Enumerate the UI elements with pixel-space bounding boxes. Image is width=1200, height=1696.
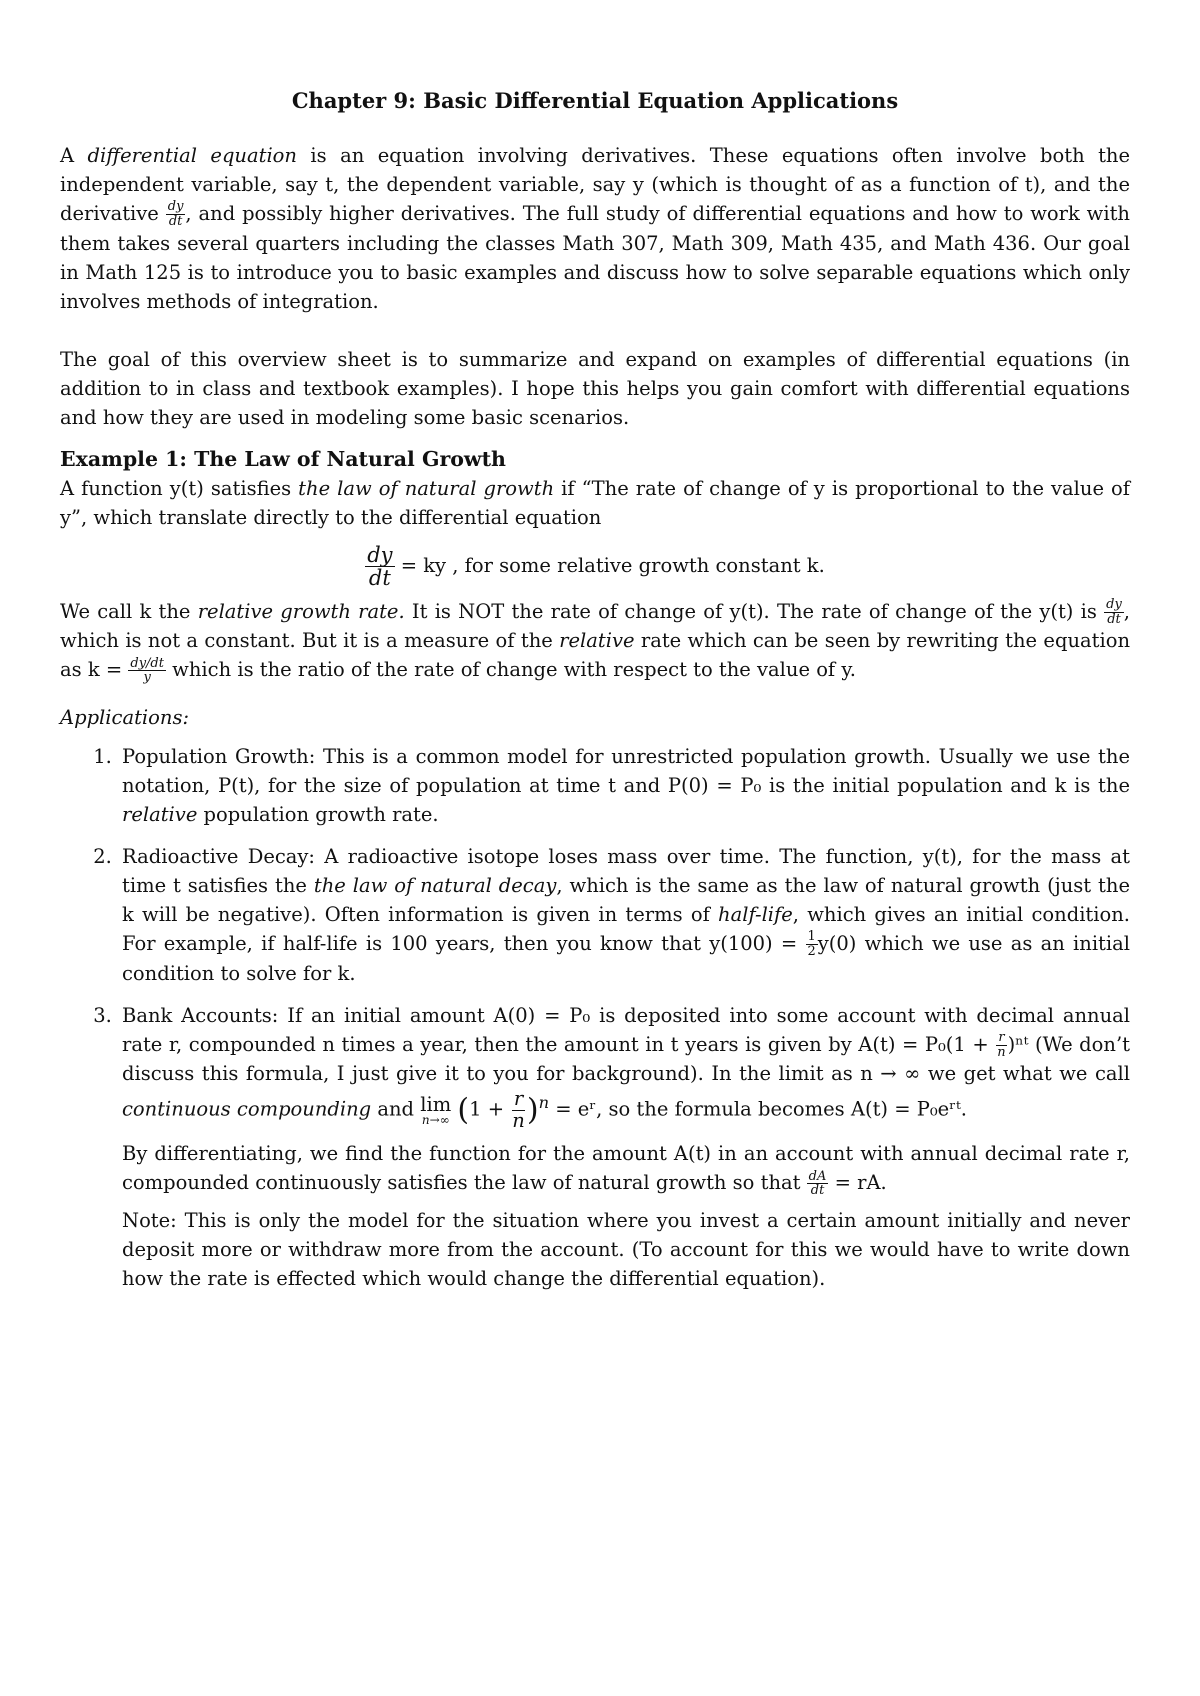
intro-paragraph-2: The goal of this overview sheet is to summarize and expand on examples of differential equations (in addition to in class and textbook examples). I hope this helps you gain comfort with differential equations and how they are used in modeling some basic scenarios. bbox=[60, 347, 1130, 429]
applications-list bbox=[60, 742, 1130, 1293]
limit-expression: lim n→∞ bbox=[420, 1092, 452, 1128]
example-1-paragraph-1: A function y(t) satisfies the law of natural growth if “The rate of change of y is proportional to the value of y”, which translate directly to the differential equation bbox=[60, 476, 1131, 529]
fraction-relative-rate: $\frac{dy/dt}{y}$ bbox=[130, 655, 164, 686]
list-item: 2. Radioactive Decay: A radioactive isotope loses mass over time. The function, y(t), for the mass at time t satisfies the the law of natural decay, which is the same as the law of natural growth (just the k will be negative). Often information is given in terms of half-life, which gives an initial condition. For example, if half-life is 100 years, then you know that y(100) = $\frac{1}{2}$ y(0) which we use as an initial condition to solve for k. bbox=[118, 842, 1130, 988]
fraction-dy-dt-inline: $\frac{dy}{dt}$ bbox=[1106, 597, 1122, 627]
page-title: Chapter 9: Basic Differential Equation Applications bbox=[291, 88, 899, 113]
fraction-r-over-n-limit: $\frac{r}{n}$ bbox=[512, 1087, 525, 1132]
intro-paragraph-1: A differential equation is an equation involving derivatives. These equations often involve both the independent variable, say t, the dependent variable, say y (which is thought of as a function of t), and the derivative $\frac{dy}{dt}$ , and possibly higher derivatives. The full study of differential equations and how to work with them takes several quarters including the classes Math 307, Math 309, Math 435, and Math 436. Our goal in Math 125 is to introduce you to basic examples and discuss how to solve separable equations which only involves methods of integration. bbox=[60, 144, 1131, 313]
bank-paragraph-2: By differentiating, we find the function for the amount A(t) in an account with annual decimal rate r, compounded continuously satisfies the law of natural growth so that $\frac{dA}{dt}$ = rA. bbox=[122, 1142, 1130, 1199]
example-1-paragraph-2: We call k the relative growth rate. It is NOT the rate of change of y(t). The rate of change of the y(t) is $\frac{dy}{dt}$ , which is not a constant. But it is a measure of the relative rate which can be seen by rewriting the equation as k = $\frac{dy/dt}{y}$ which is the ratio of the rate of change with respect to the value of y. bbox=[60, 597, 1131, 686]
example-1-heading: Example 1: The Law of Natural Growth bbox=[60, 446, 506, 471]
fraction-dy-dt-display: $\frac{dy}{dt}$ bbox=[367, 542, 393, 590]
natural-growth-equation: $\frac{dy}{dt}$ = ky , for some relative growth constant k. bbox=[367, 542, 825, 590]
list-item: 1. Population Growth: This is a common model for unrestricted population growth. Usually we use the notation, P(t), for the size of population at time t and P(0) = P₀ is the initial population and k is the relative population growth rate. bbox=[118, 742, 1130, 829]
fraction-one-half: $\frac{1}{2}$ bbox=[807, 929, 816, 960]
bank-note: Note: This is only the model for the situation where you invest a certain amount initially and never deposit more or withdraw more from the account. (To account for this we would have to write down how the rate is effected which would change the differential equation). bbox=[122, 1208, 1130, 1290]
fraction-dy-dt: $\frac{dy}{dt}$ bbox=[167, 199, 184, 229]
term-differential-equation: differential equation bbox=[87, 144, 297, 167]
list-item: 3. Bank Accounts: If an initial amount A(0) = P₀ is deposited into some account with decimal annual rate r, compounded n times a year, then the amount in t years is given by A(t) = P₀(1 + $\frac{r}{n}$ )ⁿᵗ (We don’t discuss this formula, I just give it to you for background). In the limit as n → ∞ we get what we call continuous compounding and lim n→∞ (1 + $\frac{r}{n}$ )$^n$ = eʳ, so the formula becomes A(t) = P₀eʳᵗ. By differentiating, we find the function for the amount A(t) in an account with annual decimal rate r, compounded continuously satisfies the law of natural growth so that $\frac{dA}{dt}$ = rA. Note: This is only the model for the situation where you invest a certain amount initially and never deposit more or withdraw more from the account. (To account for this we would have to write down how the rate is effected which would change the differential equation). bbox=[118, 1001, 1130, 1293]
fraction-r-over-n: $\frac{r}{n}$ bbox=[997, 1030, 1006, 1060]
fraction-dA-dt: $\frac{dA}{dt}$ bbox=[808, 1168, 827, 1199]
applications-label: Applications: bbox=[60, 706, 190, 730]
